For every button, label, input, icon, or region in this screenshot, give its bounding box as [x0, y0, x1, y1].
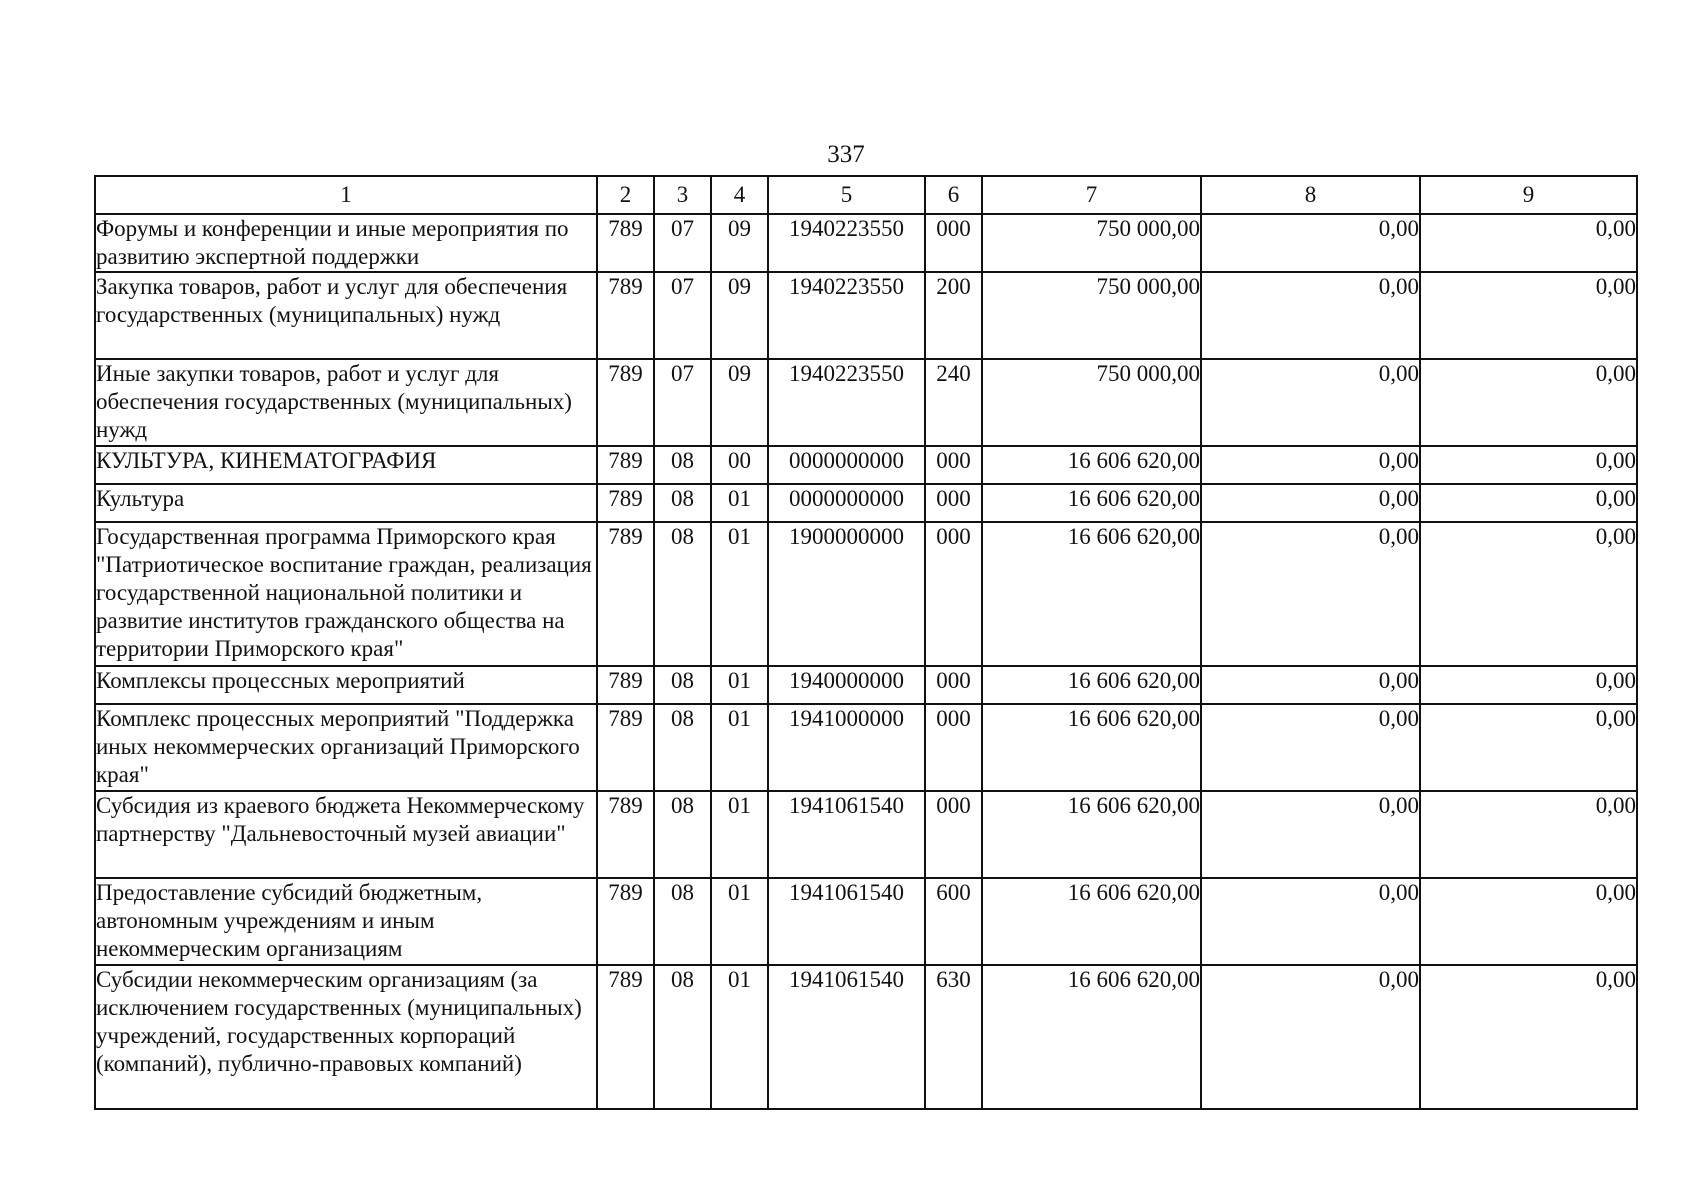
admin-code: 789 [597, 666, 654, 704]
amount-col7: 16 606 620,00 [982, 791, 1201, 878]
admin-code: 789 [597, 878, 654, 965]
section-code: 08 [654, 666, 711, 704]
admin-code: 789 [597, 791, 654, 878]
expense-type-code: 630 [925, 965, 982, 1109]
amount-col9: 0,00 [1420, 522, 1637, 666]
amount-col8: 0,00 [1201, 446, 1420, 484]
section-code: 08 [654, 446, 711, 484]
row-name: Субсидии некоммерческим организациям (за исключением государственных (муниципальных) учреждений, государственных корпораций (компаний), публично-правовых компаний) [95, 965, 597, 1109]
header-cell: 8 [1201, 176, 1420, 214]
expense-type-code: 000 [925, 666, 982, 704]
admin-code: 789 [597, 965, 654, 1109]
header-cell: 5 [768, 176, 925, 214]
subsection-code: 01 [711, 704, 768, 791]
expense-type-code: 000 [925, 791, 982, 878]
target-article-code: 1940223550 [768, 359, 925, 446]
amount-col7: 16 606 620,00 [982, 666, 1201, 704]
header-cell: 7 [982, 176, 1201, 214]
expense-type-code: 240 [925, 359, 982, 446]
row-name: КУЛЬТУРА, КИНЕМАТОГРАФИЯ [95, 446, 597, 484]
subsection-code: 01 [711, 965, 768, 1109]
target-article-code: 1941061540 [768, 791, 925, 878]
section-code: 08 [654, 484, 711, 522]
table-row [95, 446, 1637, 484]
row-name: Комплекс процессных мероприятий "Поддержка иных некоммерческих организаций Приморского края" [95, 704, 597, 791]
row-name: Форумы и конференции и иные мероприятия по развитию экспертной поддержки [95, 214, 597, 272]
amount-col7: 16 606 620,00 [982, 484, 1201, 522]
subsection-code: 01 [711, 522, 768, 666]
row-name: Закупка товаров, работ и услуг для обеспечения государственных (муниципальных) нужд [95, 272, 597, 359]
table-row [95, 791, 1637, 878]
target-article-code: 1941000000 [768, 704, 925, 791]
row-name: Субсидия из краевого бюджета Некоммерческому партнерству "Дальневосточный музей авиации" [95, 791, 597, 878]
amount-col8: 0,00 [1201, 704, 1420, 791]
subsection-code: 00 [711, 446, 768, 484]
section-code: 08 [654, 522, 711, 666]
subsection-code: 09 [711, 214, 768, 272]
amount-col8: 0,00 [1201, 878, 1420, 965]
row-name: Культура [95, 484, 597, 522]
target-article-code: 1940223550 [768, 214, 925, 272]
table-row [95, 704, 1637, 791]
target-article-code: 0000000000 [768, 484, 925, 522]
amount-col8: 0,00 [1201, 484, 1420, 522]
expense-type-code: 000 [925, 214, 982, 272]
expense-type-code: 000 [925, 446, 982, 484]
budget-table [94, 175, 1638, 1110]
admin-code: 789 [597, 446, 654, 484]
section-code: 08 [654, 965, 711, 1109]
amount-col9: 0,00 [1420, 272, 1637, 359]
subsection-code: 01 [711, 666, 768, 704]
amount-col7: 750 000,00 [982, 214, 1201, 272]
admin-code: 789 [597, 272, 654, 359]
amount-col7: 16 606 620,00 [982, 965, 1201, 1109]
admin-code: 789 [597, 704, 654, 791]
section-code: 07 [654, 359, 711, 446]
row-name: Предоставление субсидий бюджетным, автономным учреждениям и иным некоммерческим организациям [95, 878, 597, 965]
header-cell: 9 [1420, 176, 1637, 214]
amount-col9: 0,00 [1420, 791, 1637, 878]
target-article-code: 1941061540 [768, 965, 925, 1109]
amount-col7: 16 606 620,00 [982, 878, 1201, 965]
header-cell: 1 [95, 176, 597, 214]
amount-col9: 0,00 [1420, 965, 1637, 1109]
amount-col7: 16 606 620,00 [982, 704, 1201, 791]
target-article-code: 1900000000 [768, 522, 925, 666]
section-code: 08 [654, 878, 711, 965]
table-row [95, 272, 1637, 359]
header-cell: 2 [597, 176, 654, 214]
amount-col8: 0,00 [1201, 791, 1420, 878]
amount-col9: 0,00 [1420, 359, 1637, 446]
admin-code: 789 [597, 359, 654, 446]
amount-col7: 750 000,00 [982, 359, 1201, 446]
table-row [95, 878, 1637, 965]
subsection-code: 01 [711, 878, 768, 965]
expense-type-code: 000 [925, 522, 982, 666]
target-article-code: 1940223550 [768, 272, 925, 359]
row-name: Комплексы процессных мероприятий [95, 666, 597, 704]
amount-col7: 750 000,00 [982, 272, 1201, 359]
section-code: 07 [654, 214, 711, 272]
amount-col9: 0,00 [1420, 878, 1637, 965]
expense-type-code: 000 [925, 484, 982, 522]
table-row [95, 484, 1637, 522]
admin-code: 789 [597, 484, 654, 522]
subsection-code: 09 [711, 359, 768, 446]
admin-code: 789 [597, 522, 654, 666]
amount-col9: 0,00 [1420, 484, 1637, 522]
expense-type-code: 000 [925, 704, 982, 791]
subsection-code: 09 [711, 272, 768, 359]
amount-col7: 16 606 620,00 [982, 446, 1201, 484]
amount-col8: 0,00 [1201, 272, 1420, 359]
table-row [95, 965, 1637, 1109]
header-cell: 4 [711, 176, 768, 214]
target-article-code: 1941061540 [768, 878, 925, 965]
table-row [95, 359, 1637, 446]
header-row [95, 176, 1637, 214]
section-code: 08 [654, 704, 711, 791]
amount-col8: 0,00 [1201, 965, 1420, 1109]
amount-col8: 0,00 [1201, 214, 1420, 272]
row-name: Государственная программа Приморского края "Патриотическое воспитание граждан, реализация государственной национальной политики и развитие институтов гражданского общества на территории Приморского края" [95, 522, 597, 666]
section-code: 07 [654, 272, 711, 359]
header-cell: 3 [654, 176, 711, 214]
admin-code: 789 [597, 214, 654, 272]
amount-col8: 0,00 [1201, 666, 1420, 704]
amount-col9: 0,00 [1420, 666, 1637, 704]
row-name: Иные закупки товаров, работ и услуг для обеспечения государственных (муниципальных) нужд [95, 359, 597, 446]
subsection-code: 01 [711, 484, 768, 522]
target-article-code: 1940000000 [768, 666, 925, 704]
amount-col8: 0,00 [1201, 359, 1420, 446]
table-row [95, 666, 1637, 704]
amount-col8: 0,00 [1201, 522, 1420, 666]
subsection-code: 01 [711, 791, 768, 878]
amount-col9: 0,00 [1420, 214, 1637, 272]
table-row [95, 214, 1637, 272]
amount-col9: 0,00 [1420, 446, 1637, 484]
amount-col7: 16 606 620,00 [982, 522, 1201, 666]
expense-type-code: 200 [925, 272, 982, 359]
expense-type-code: 600 [925, 878, 982, 965]
section-code: 08 [654, 791, 711, 878]
header-cell: 6 [925, 176, 982, 214]
table-row [95, 522, 1637, 666]
page-number: 337 [827, 141, 865, 168]
amount-col9: 0,00 [1420, 704, 1637, 791]
target-article-code: 0000000000 [768, 446, 925, 484]
